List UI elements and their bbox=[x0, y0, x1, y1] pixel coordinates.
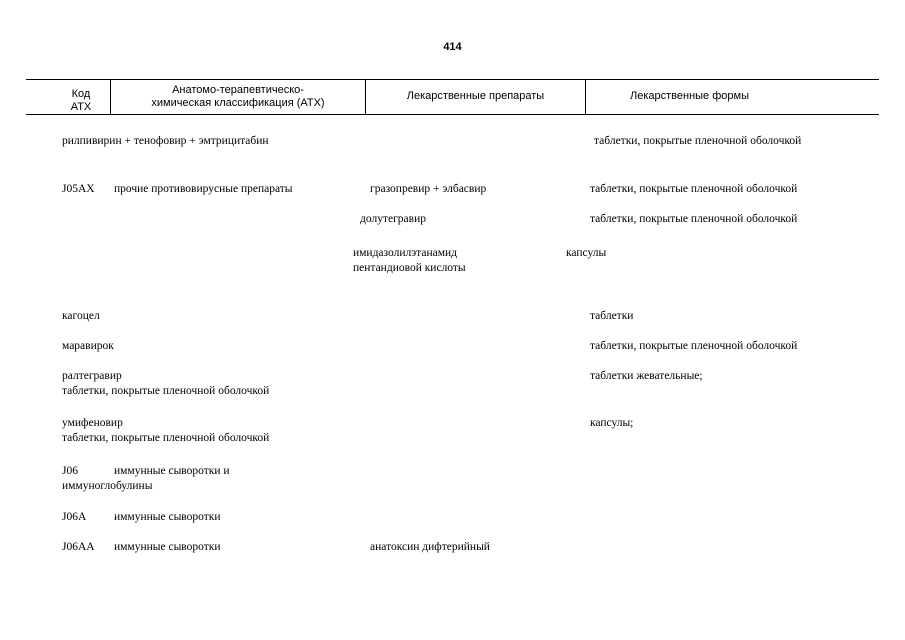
drug-name: гразопревир + элбасвир bbox=[370, 183, 487, 195]
atc-classification-continued: иммуноглобулины bbox=[62, 480, 153, 492]
dosage-form: капсулы bbox=[566, 247, 607, 259]
dosage-form: капсулы; bbox=[590, 417, 634, 429]
header-classification-line2: химическая классификация (АТХ) bbox=[151, 96, 325, 109]
atc-code: J06AA bbox=[62, 541, 95, 553]
header-drugs: Лекарственные препараты bbox=[406, 90, 545, 102]
dosage-form: таблетки, покрытые пленочной оболочкой bbox=[590, 340, 798, 352]
drug-name: кагоцел bbox=[62, 310, 100, 322]
header-code bbox=[52, 79, 110, 118]
atc-classification: иммунные сыворотки bbox=[114, 511, 221, 523]
header-classification-line1: Анатомо-терапевтическо- bbox=[172, 83, 304, 96]
dosage-form-continued: таблетки, покрытые пленочной оболочкой bbox=[62, 432, 270, 444]
dosage-form: таблетки, покрытые пленочной оболочкой bbox=[594, 135, 802, 147]
drug-name-line1: имидазолилэтанамид bbox=[353, 247, 457, 259]
header-code-line1: Код bbox=[71, 87, 91, 100]
dosage-form: таблетки, покрытые пленочной оболочкой bbox=[590, 213, 798, 225]
page-number: 414 bbox=[443, 41, 462, 53]
dosage-form: таблетки bbox=[590, 310, 634, 322]
atc-classification: прочие противовирусные препараты bbox=[114, 183, 293, 195]
drug-name: маравирок bbox=[62, 340, 114, 352]
drug-name: анатоксин дифтерийный bbox=[370, 541, 490, 553]
drug-name: ралтегравир bbox=[62, 370, 122, 382]
header-forms: Лекарственные формы bbox=[630, 90, 749, 102]
header-code-line2: АТХ bbox=[70, 100, 92, 113]
dosage-form: таблетки жевательные; bbox=[590, 370, 703, 382]
atc-classification: иммунные сыворотки bbox=[114, 541, 221, 553]
drug-name: долутегравир bbox=[360, 213, 426, 225]
atc-classification: иммунные сыворотки и bbox=[114, 465, 230, 477]
header-classification bbox=[111, 79, 365, 118]
drug-name-line2: пентандиовой кислоты bbox=[353, 262, 466, 274]
atc-code: J05AX bbox=[62, 183, 95, 195]
drug-name: умифеновир bbox=[62, 417, 123, 429]
dosage-form-continued: таблетки, покрытые пленочной оболочкой bbox=[62, 385, 270, 397]
atc-code: J06A bbox=[62, 511, 87, 523]
drug-name: рилпивирин + тенофовир + эмтрицитабин bbox=[62, 135, 269, 147]
atc-code: J06 bbox=[62, 465, 78, 477]
dosage-form: таблетки, покрытые пленочной оболочкой bbox=[590, 183, 798, 195]
